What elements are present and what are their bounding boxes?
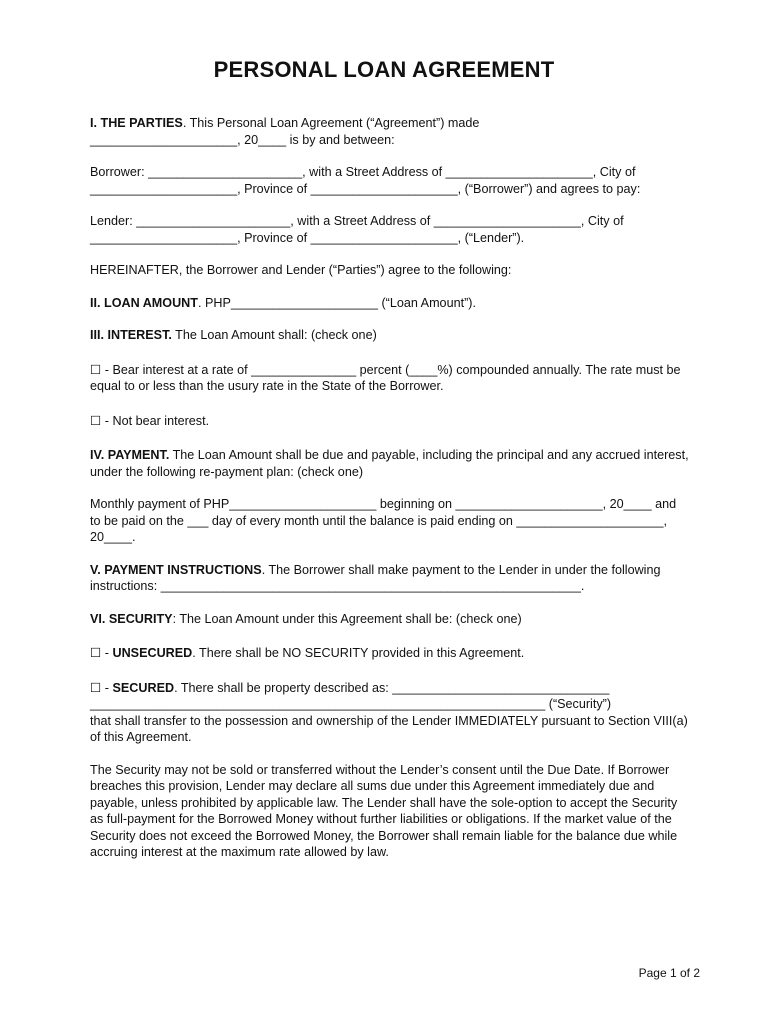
- hereinafter-paragraph: HEREINAFTER, the Borrower and Lender (“Parties”) agree to the following:: [90, 263, 512, 277]
- secured-label: SECURED: [112, 680, 175, 695]
- loan-amount-heading: II. LOAN AMOUNT: [90, 295, 198, 310]
- unsecured-checkbox: ☐ -: [90, 646, 113, 660]
- document-body: [90, 115, 690, 861]
- security-terms-paragraph: The Security may not be sold or transferred without the Lender’s consent until the Due Date. If Borrower breaches this provision, Lender may declare all sums due under this Agreement immediately due and payable, unless prohibited by applicable law. The Lender shall have the sole-option to accept the Security as full-payment for the Borrowed Money without further liabilities or obligations. If the market value of the Security does not exceed the Borrowed Money, the Borrower shall remain liable for the balance due while accruing interest at the maximum rate allowed by law.: [90, 762, 678, 859]
- page-number: Page 1 of 2: [638, 966, 700, 980]
- payment-instructions-text: . The Borrower shall make payment to the Lender in under the following instructions: ____________________________________________________________.: [90, 562, 661, 593]
- interest-option-bear: ☐ - Bear interest at a rate of _______________ percent (____%) compounded annually. The rate must be equal to or less than the usury rate in the State of the Borrower.: [90, 362, 681, 393]
- secured-text: . There shall be property described as: _______________________________ _________________________________________________________________ (“Security”): [90, 680, 612, 711]
- interest-text: The Loan Amount shall: (check one): [171, 328, 377, 342]
- parties-heading: I. THE PARTIES: [90, 116, 183, 130]
- security-option-unsecured: [90, 645, 690, 662]
- secured-checkbox: ☐ -: [90, 680, 113, 695]
- security-heading: VI. SECURITY: [90, 611, 173, 626]
- interest-paragraph: [90, 327, 690, 344]
- security-paragraph: [90, 611, 690, 628]
- security-option-secured: [90, 680, 690, 713]
- lender-paragraph: Lender: ______________________, with a Street Address of _____________________, City of _____________________, Province of _____________________, (“Lender”).: [90, 214, 624, 245]
- interest-option-none: ☐ - Not bear interest.: [90, 413, 210, 428]
- interest-heading: III. INTEREST.: [90, 328, 172, 342]
- parties-line1: [90, 115, 690, 132]
- document-title: PERSONAL LOAN AGREEMENT: [213, 57, 555, 82]
- borrower-paragraph: Borrower: ______________________, with a Street Address of _____________________, City of _____________________, Province of _____________________, (“Borrower”) and agrees to pay:: [90, 165, 641, 196]
- security-text: : The Loan Amount under this Agreement shall be: (check one): [172, 611, 522, 626]
- unsecured-text: . There shall be NO SECURITY provided in this Agreement.: [192, 646, 525, 660]
- parties-intro: . This Personal Loan Agreement (“Agreement”) made: [182, 116, 480, 130]
- unsecured-label: UNSECURED: [112, 646, 193, 660]
- payment-instructions-paragraph: [90, 562, 690, 595]
- payment-paragraph: [90, 447, 690, 480]
- payment-text: The Loan Amount shall be due and payable, including the principal and any accrued interest, under the following re-payment plan: (check one): [90, 448, 689, 479]
- loan-amount-paragraph: [90, 295, 690, 312]
- monthly-payment-paragraph: Monthly payment of PHP_____________________ beginning on _____________________, 20____ and to be paid on the ___ day of every month until the balance is paid ending on _____________________, 20____.: [90, 497, 677, 544]
- parties-line2: _____________________, 20____ is by and between:: [90, 132, 395, 147]
- payment-instructions-heading: V. PAYMENT INSTRUCTIONS: [90, 562, 262, 577]
- payment-heading: IV. PAYMENT.: [90, 448, 170, 462]
- security-transfer-paragraph: that shall transfer to the possession and ownership of the Lender IMMEDIATELY pursuant to Section VIII(a) of this Agreement.: [90, 713, 688, 744]
- loan-amount-text: . PHP_____________________ (“Loan Amount”).: [197, 295, 476, 310]
